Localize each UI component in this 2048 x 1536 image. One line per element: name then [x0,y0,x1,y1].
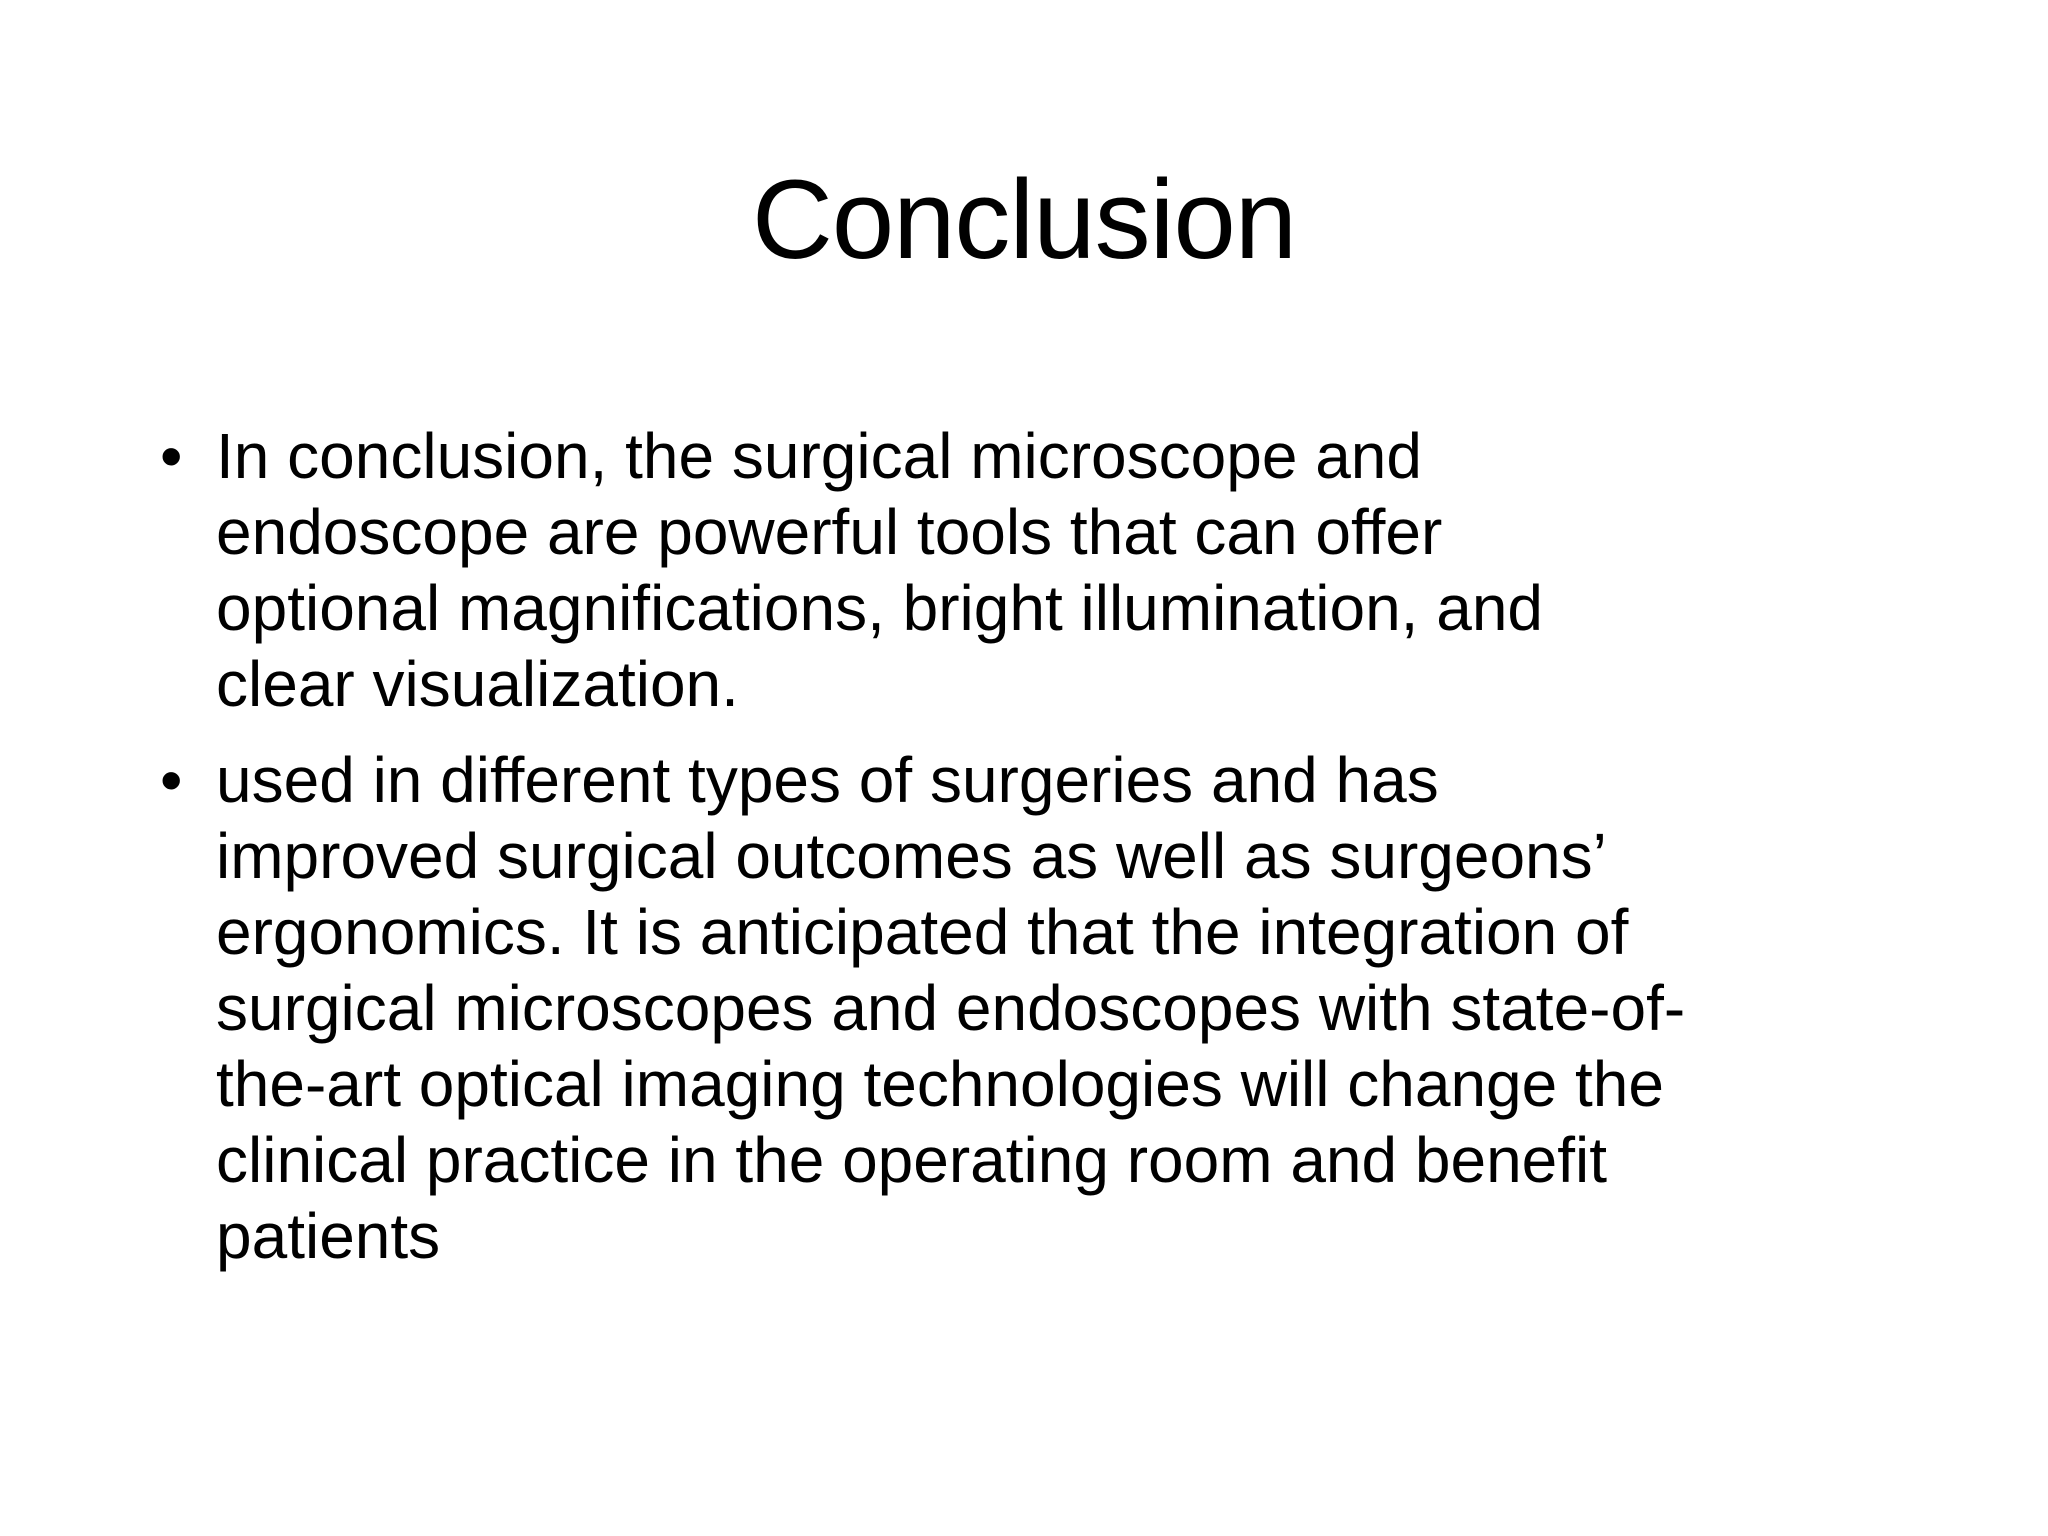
bullet-item-2 [160,742,1920,1274]
bullet-list [160,418,1920,1294]
bullet-marker: • [160,420,183,492]
bullet-marker: • [160,744,183,816]
slide-title: Conclusion [751,157,1297,282]
bullet-text: In conclusion, the surgical microscope and endoscope are powerful tools that can offer optional magnifications, bright illumination, and clear visualization. [216,420,1543,720]
bullet-item-1 [160,418,1920,722]
bullet-text: used in different types of surgeries and has improved surgical outcomes as well as surgeons’ ergonomics. It is anticipated that the integration of surgical microscopes and endoscopes with state-of- the-art optical imaging technologies will change the clinical practice in the operating room and benefit patients [216,744,1686,1272]
